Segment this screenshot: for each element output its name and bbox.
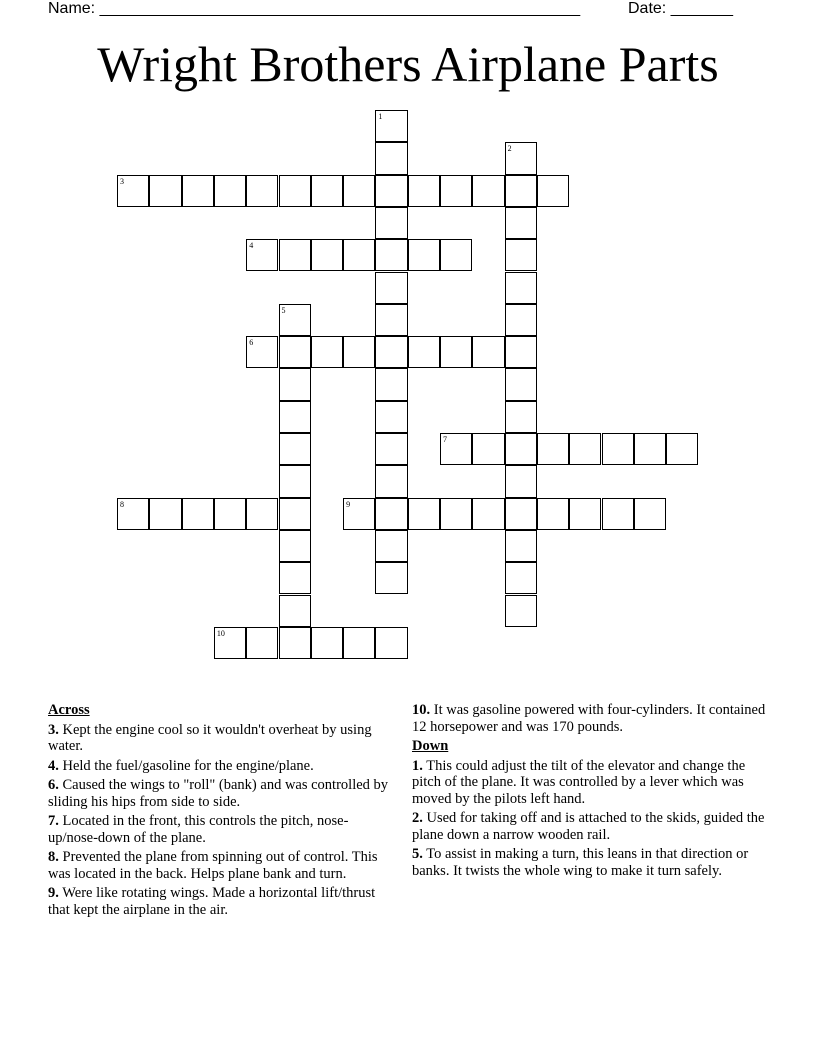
clue-number-label: 3 — [120, 176, 124, 186]
grid-cell[interactable] — [214, 175, 246, 207]
grid-cell[interactable] — [602, 498, 634, 530]
grid-cell[interactable] — [505, 595, 537, 627]
clue-number-label: 4 — [249, 241, 254, 251]
grid-cell[interactable] — [375, 142, 407, 174]
grid-cell[interactable] — [279, 239, 311, 271]
page-title: Wright Brothers Airplane Parts — [97, 36, 719, 92]
grid-cell[interactable] — [375, 304, 407, 336]
grid-cell[interactable] — [279, 336, 311, 368]
grid-cell[interactable] — [375, 627, 407, 659]
grid-cell[interactable] — [634, 433, 666, 465]
clue-number-label: 10 — [216, 628, 225, 638]
clue-across-4: 4. Held the fuel/gasoline for the engine/plane. — [48, 757, 314, 774]
grid-cell[interactable] — [279, 465, 311, 497]
grid-cell[interactable] — [505, 239, 537, 271]
grid-cell[interactable] — [375, 562, 407, 594]
grid-cell[interactable] — [505, 304, 537, 336]
grid-cell[interactable] — [375, 239, 407, 271]
grid-cell[interactable] — [408, 336, 440, 368]
grid-cell[interactable] — [375, 401, 407, 433]
grid-cell[interactable] — [279, 433, 311, 465]
grid-cell[interactable] — [343, 239, 375, 271]
clue-number-label: 5 — [281, 305, 286, 315]
grid-cell[interactable] — [182, 175, 214, 207]
grid-cell[interactable] — [537, 433, 569, 465]
grid-cell[interactable] — [343, 175, 375, 207]
grid-cell[interactable] — [472, 433, 504, 465]
grid-cell[interactable] — [375, 272, 407, 304]
grid-cell[interactable] — [505, 207, 537, 239]
grid-cell[interactable] — [246, 498, 278, 530]
grid-cell[interactable] — [279, 530, 311, 562]
clue-down-5: 5. To assist in making a turn, this leans in that direction or banks. It twists the whole wing to make it turn safely. — [412, 846, 749, 879]
grid-cell[interactable] — [375, 207, 407, 239]
grid-cell[interactable] — [569, 433, 601, 465]
grid-cell[interactable] — [279, 368, 311, 400]
grid-cell[interactable] — [505, 175, 537, 207]
grid-cell[interactable] — [537, 175, 569, 207]
crossword-grid — [117, 110, 700, 661]
clue-across-10: 10. It was gasoline powered with four-cylinders. It contained 12 horsepower and was 170 pounds. — [412, 702, 766, 735]
grid-cell[interactable] — [214, 498, 246, 530]
grid-cell[interactable] — [375, 368, 407, 400]
grid-cell[interactable] — [375, 465, 407, 497]
clue-number-label: 1 — [378, 112, 383, 121]
clue-across-7: 7. Located in the front, this controls the pitch, nose-up/nose-down of the plane. — [48, 813, 349, 846]
grid-cell[interactable] — [505, 336, 537, 368]
clue-across-8: 8. Prevented the plane from spinning out of control. This was located in the back. Helps plane bank and turn. — [48, 849, 378, 882]
across-heading: Across — [48, 702, 90, 718]
grid-cell[interactable] — [440, 175, 472, 207]
grid-cell[interactable] — [149, 498, 181, 530]
clue-across-6: 6. Caused the wings to "roll" (bank) and was controlled by sliding his hips from side to side. — [48, 777, 389, 810]
date-field[interactable]: Date: _______ — [628, 0, 733, 17]
grid-cell[interactable] — [472, 498, 504, 530]
name-date-header — [48, 0, 748, 22]
name-field[interactable]: Name: ______________________________________________________ — [48, 0, 581, 17]
grid-cell[interactable] — [375, 433, 407, 465]
grid-cell[interactable] — [311, 336, 343, 368]
clue-down-1: 1. This could adjust the tilt of the elevator and change the pitch of the plane. It was controlled by a lever which was moved by the pilots left hand. — [412, 757, 746, 807]
grid-cell[interactable] — [375, 175, 407, 207]
grid-cell[interactable] — [343, 627, 375, 659]
grid-cell[interactable] — [569, 498, 601, 530]
grid-cell[interactable] — [505, 562, 537, 594]
grid-cell[interactable] — [505, 498, 537, 530]
grid-cell[interactable] — [634, 498, 666, 530]
grid-cell[interactable] — [505, 272, 537, 304]
grid-cell[interactable] — [505, 433, 537, 465]
grid-cell[interactable] — [311, 239, 343, 271]
grid-cell[interactable] — [279, 562, 311, 594]
clue-number-label: 8 — [120, 499, 124, 509]
clue-across-3: 3. Kept the engine cool so it wouldn't overheat by using water. — [48, 721, 372, 754]
grid-cell[interactable] — [343, 336, 375, 368]
down-heading: Down — [412, 738, 449, 754]
grid-cell[interactable] — [472, 175, 504, 207]
grid-cell[interactable] — [472, 336, 504, 368]
clue-across-9: 9. Were like rotating wings. Made a horizontal lift/thrust that kept the airplane in the air. — [48, 885, 376, 918]
grid-cell[interactable] — [408, 175, 440, 207]
clue-number-label: 6 — [249, 338, 254, 348]
grid-cell[interactable] — [602, 433, 634, 465]
grid-cell[interactable] — [440, 498, 472, 530]
grid-cell[interactable] — [505, 530, 537, 562]
grid-cell[interactable] — [279, 627, 311, 659]
grid-cell[interactable] — [246, 175, 278, 207]
down-clues-column — [412, 702, 772, 882]
clue-down-2: 2. Used for taking off and is attached to the skids, guided the plane down a narrow wooden rail. — [412, 810, 765, 843]
grid-cell[interactable] — [246, 627, 278, 659]
grid-cell[interactable] — [505, 465, 537, 497]
grid-cell[interactable] — [311, 175, 343, 207]
grid-cell[interactable] — [408, 498, 440, 530]
grid-cell[interactable] — [311, 627, 343, 659]
grid-cell[interactable] — [182, 498, 214, 530]
grid-cell[interactable] — [279, 401, 311, 433]
grid-cell[interactable] — [279, 498, 311, 530]
grid-cell[interactable] — [375, 530, 407, 562]
grid-cell[interactable] — [537, 498, 569, 530]
grid-cell[interactable] — [505, 401, 537, 433]
grid-cell[interactable] — [440, 239, 472, 271]
grid-cell[interactable] — [375, 336, 407, 368]
grid-cell[interactable] — [149, 175, 181, 207]
clue-number-label: 2 — [507, 144, 512, 154]
clue-number-label: 9 — [346, 499, 351, 509]
grid-cell[interactable] — [279, 595, 311, 627]
grid-cell[interactable] — [505, 368, 537, 400]
grid-cell[interactable] — [408, 239, 440, 271]
grid-cell[interactable] — [440, 336, 472, 368]
grid-cell[interactable] — [666, 433, 698, 465]
across-clues-column — [48, 702, 393, 921]
grid-cell[interactable] — [279, 175, 311, 207]
clue-number-label: 7 — [443, 435, 447, 444]
grid-cell[interactable] — [375, 498, 407, 530]
